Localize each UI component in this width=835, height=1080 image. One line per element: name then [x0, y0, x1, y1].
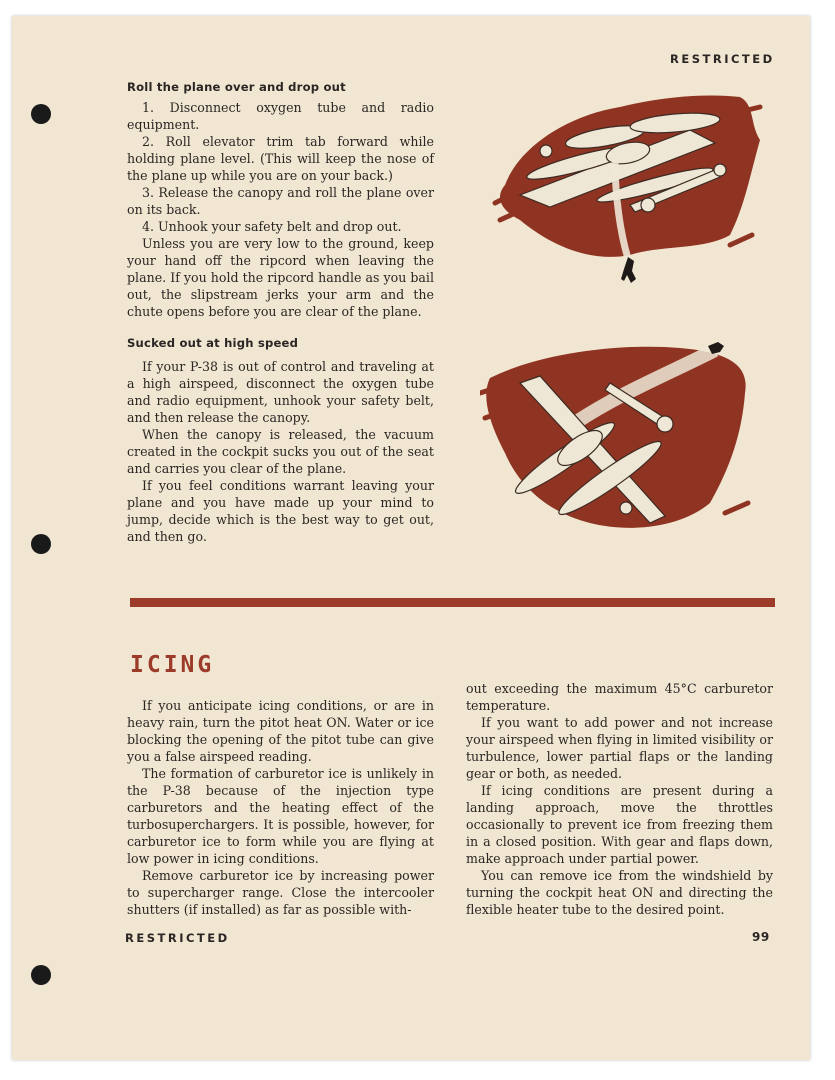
paragraph: 3. Release the canopy and roll the plane over on its back.: [127, 185, 434, 217]
illustration-sucked-out: [480, 338, 770, 538]
section-sucked-out-heading: Sucked out at high speed: [127, 336, 299, 350]
section-roll-over: [127, 79, 434, 320]
paragraph: You can remove ice from the windshield by turning the cockpit heat ON and directing the flexible heater tube to the desired point.: [466, 868, 773, 917]
paragraph: 4. Unhook your safety belt and drop out.: [142, 219, 402, 234]
paragraph: When the canopy is released, the vacuum created in the cockpit sucks you out of the seat and carries you clear of the plane.: [127, 427, 434, 476]
illustration-roll-over: [480, 85, 770, 295]
page-number: 99: [752, 930, 770, 944]
icing-right-column: [466, 680, 773, 918]
paragraph: If icing conditions are present during a landing approach, move the throttles occasionally to prevent ice from freezing them in a closed position. With gear and flaps down, make approach under partial power.: [466, 783, 773, 866]
paragraph: 1. Disconnect oxygen tube and radio equipment.: [127, 100, 434, 132]
paragraph: If you anticipate icing conditions, or are in heavy rain, turn the pitot heat ON. Water or ice blocking the opening of the pitot tube can give you a false airspeed reading.: [127, 698, 434, 764]
section-roll-over-heading: Roll the plane over and drop out: [127, 80, 346, 94]
paragraph-continued: out exceeding the maximum 45°C carburetor temperature.: [466, 681, 773, 713]
paragraph: If you want to add power and not increase your airspeed when flying in limited visibility or turbulence, lower partial flaps or the landing gear or both, as needed.: [466, 715, 773, 781]
section-divider: [130, 598, 775, 607]
header-restricted: RESTRICTED: [670, 52, 775, 66]
paragraph: The formation of carburetor ice is unlikely in the P-38 because of the injection type carburetors and the heating effect of the turbosuperchargers. It is possible, however, for carburetor ice to form while you are flying at low power in icing conditions.: [127, 766, 434, 866]
binder-hole-top: [31, 104, 51, 124]
icing-left-column: [127, 697, 434, 918]
paragraph: If your P-38 is out of control and traveling at a high airspeed, disconnect the oxygen tube and radio equipment, unhook your safety belt, and then release the canopy.: [127, 359, 434, 425]
footer-restricted: RESTRICTED: [125, 931, 230, 945]
paragraph: Remove carburetor ice by increasing power to supercharger range. Close the intercooler shutters (if installed) as far as possible with-: [127, 868, 434, 917]
section-sucked-out: [127, 335, 434, 545]
paragraph: Unless you are very low to the ground, keep your hand off the ripcord when leaving the plane. If you hold the ripcord handle as you bail out, the slipstream jerks your arm and the chute opens before you are clear of the plane.: [127, 236, 434, 319]
icing-title: ICING: [130, 652, 215, 678]
brush-background: [486, 347, 745, 528]
binder-hole-middle: [31, 534, 51, 554]
paragraph: 2. Roll elevator trim tab forward while holding plane level. (This will keep the nose of the plane up while you are on your back.): [127, 134, 434, 183]
binder-hole-bottom: [31, 965, 51, 985]
paragraph: If you feel conditions warrant leaving your plane and you have made up your mind to jump, decide which is the best way to get out, and then go.: [127, 478, 434, 544]
pilot-figure-icon: [621, 257, 636, 283]
